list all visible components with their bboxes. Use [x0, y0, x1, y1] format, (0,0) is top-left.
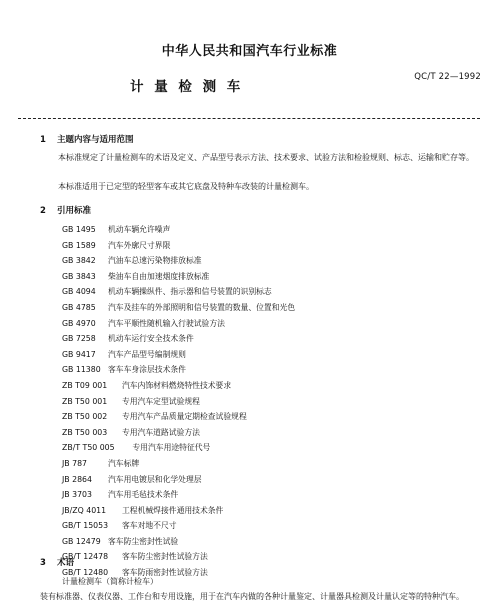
section-3-heading: [40, 556, 74, 568]
reference-item: [62, 503, 482, 519]
reference-title: 工程机械焊接件通用技术条件: [122, 505, 224, 515]
reference-item: [62, 316, 482, 332]
reference-code: GB 7258: [62, 334, 96, 344]
reference-code: GB 4785: [62, 302, 96, 312]
reference-title: 汽车及挂车的外部照明和信号装置的数量、位置和光色: [108, 302, 296, 312]
reference-title: 汽车外廓尺寸界限: [108, 240, 171, 250]
section-1-heading: [40, 133, 133, 145]
section-title: 引用标准: [56, 206, 91, 216]
header-divider: [18, 118, 480, 119]
reference-code: JB 787: [62, 458, 88, 468]
reference-code: JB/ZQ 4011: [62, 505, 107, 515]
section-1-paragraph-1: 本标准规定了计量检测车的术语及定义、产品型号表示方法、技术要求、试验方法和检验规则、标志、运输和贮存等。: [58, 153, 474, 162]
reference-item: [62, 456, 482, 472]
reference-item: [62, 549, 482, 565]
reference-code: GB/T 12478: [62, 552, 109, 562]
section-title: 术语: [56, 558, 74, 568]
reference-title: 机动车辆允许噪声: [108, 225, 171, 234]
reference-title: 专用汽车道路试验方法: [122, 427, 200, 437]
reference-title: 汽车用电镀层和化学处理层: [108, 474, 202, 484]
term-name: 计量检测车（简称计检车）: [62, 577, 158, 586]
reference-title: 汽车内饰材料燃烧特性技术要求: [122, 380, 232, 390]
standard-code: QC/T 22—1992: [414, 72, 481, 82]
reference-code: GB 9417: [62, 349, 96, 359]
reference-title: 客车防尘密封性试验方法: [122, 552, 208, 562]
reference-title: 汽车标牌: [108, 458, 140, 468]
reference-code: ZB T50 001: [62, 396, 108, 406]
reference-title: 专用汽车定型试验规程: [122, 396, 200, 406]
section-1-paragraph-2: 本标准适用于已定型的轻型客车或其它底盘及特种车改装的计量检测车。: [58, 182, 314, 191]
reference-item: [62, 378, 482, 394]
reference-item: [62, 409, 482, 425]
reference-item: [62, 472, 482, 488]
reference-code: GB 11380: [62, 365, 101, 375]
reference-item: [62, 440, 482, 456]
reference-code: GB 12479: [62, 536, 101, 546]
reference-code: JB 2864: [62, 474, 92, 484]
reference-title: 汽油车总速污染物排放标准: [108, 256, 202, 266]
reference-item: [62, 269, 482, 285]
reference-code: ZB/T T50 005: [62, 443, 115, 453]
reference-title: 汽车用毛毡技术条件: [108, 490, 179, 500]
reference-item: [62, 534, 482, 550]
reference-item: [62, 331, 482, 347]
reference-title: 客车防尘密封性试验: [108, 536, 179, 546]
reference-item: [62, 518, 482, 534]
reference-code: GB 1495: [62, 225, 96, 234]
reference-item: [62, 300, 482, 316]
reference-item: [62, 362, 482, 378]
reference-item: [62, 394, 482, 410]
standard-body-heading: 中华人民共和国汽车行业标准: [161, 44, 338, 59]
reference-item: [62, 238, 482, 254]
reference-item: [62, 284, 482, 300]
reference-item: [62, 487, 482, 503]
reference-title: 汽车平顺性随机输入行驶试验方法: [108, 318, 225, 328]
reference-title: 客车防雨密封性试验方法: [122, 568, 208, 578]
reference-title: 机动车运行安全技术条件: [108, 334, 194, 344]
reference-title: 客车对地不尺寸: [122, 521, 177, 531]
reference-code: GB 3842: [62, 256, 96, 266]
reference-title: 客车车身涂层技术条件: [108, 365, 186, 375]
reference-code: JB 3703: [62, 490, 92, 500]
reference-item: [62, 347, 482, 363]
reference-code: ZB T50 003: [62, 427, 108, 437]
reference-title: 专用汽车产品质量定期检查试验规程: [122, 412, 247, 422]
section-number: 1: [40, 135, 46, 145]
reference-code: GB/T 12480: [62, 568, 109, 578]
term-definition: 装有标准器、仪表仪器、工作台和专用设施，用于在汽车内做的各种计量鉴定、计量器具检测及计量认定等的特种汽车。: [40, 592, 464, 601]
reference-list: [62, 222, 482, 581]
section-number: 3: [40, 558, 46, 568]
reference-code: ZB T09 001: [62, 380, 108, 390]
reference-code: GB 3843: [62, 271, 96, 281]
document-title: 计 量 检 测 车: [130, 79, 244, 95]
reference-code: ZB T50 002: [62, 412, 108, 422]
reference-title: 专用汽车用途特征代号: [132, 443, 211, 453]
reference-title: 汽车产品型号编制规则: [108, 349, 186, 359]
reference-code: GB/T 15053: [62, 521, 109, 531]
reference-item: [62, 425, 482, 441]
reference-code: GB 4094: [62, 287, 96, 297]
section-title: 主题内容与适用范围: [56, 135, 134, 145]
section-2-heading: [40, 204, 91, 216]
reference-item: [62, 222, 482, 238]
reference-code: GB 1589: [62, 240, 96, 250]
reference-title: 机动车辆操纵件、指示器和信号装置的识别标志: [108, 287, 272, 297]
reference-code: GB 4970: [62, 318, 96, 328]
reference-title: 柴油车自由加速烟度排放标准: [108, 271, 210, 281]
section-number: 2: [40, 206, 46, 216]
reference-item: [62, 253, 482, 269]
